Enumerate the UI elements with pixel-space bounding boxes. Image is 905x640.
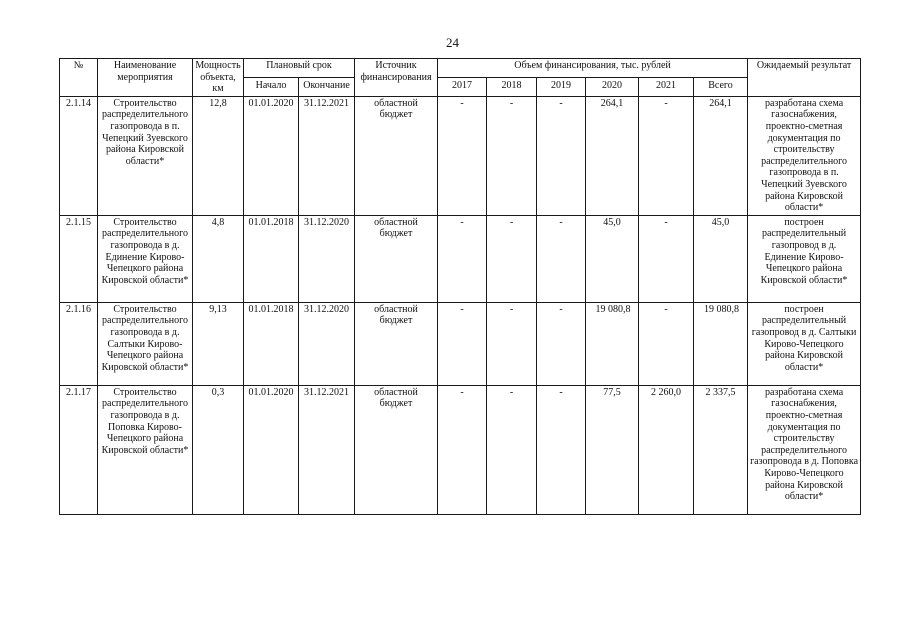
row-2021: - — [639, 302, 694, 385]
table-row — [60, 96, 861, 215]
row-total: 45,0 — [694, 215, 748, 302]
row-end: 31.12.2020 — [299, 215, 355, 302]
row-2017: - — [438, 302, 487, 385]
header-plan-term: Плановый срок — [244, 59, 355, 78]
row-2019: - — [537, 385, 586, 514]
header-end: Окончание — [299, 78, 355, 96]
row-name: Строительство распределительного газопровода в д. Поповка Кирово-Чепецкого района Кировской области* — [98, 385, 193, 514]
header-2019: 2019 — [537, 78, 586, 96]
row-end: 31.12.2020 — [299, 302, 355, 385]
row-end: 31.12.2021 — [299, 385, 355, 514]
row-capacity: 0,3 — [193, 385, 244, 514]
row-end: 31.12.2021 — [299, 96, 355, 215]
table-row — [60, 215, 861, 302]
row-result: построен распределительный газопровод в д. Единение Кирово-Чепецкого района Кировской области* — [748, 215, 861, 302]
header-name: Наименование мероприятия — [98, 59, 193, 97]
header-start: Начало — [244, 78, 299, 96]
row-result: разработана схема газоснабжения, проектно-сметная документация по строительству распределительного газопровода в п. Чепецкий Зуевского района Кировской области* — [748, 96, 861, 215]
header-2017: 2017 — [438, 78, 487, 96]
row-start: 01.01.2020 — [244, 385, 299, 514]
row-name: Строительство распределительного газопровода в д. Салтыки Кирово-Чепецкого района Кировской области* — [98, 302, 193, 385]
row-source: областной бюджет — [355, 302, 438, 385]
row-number: 2.1.14 — [60, 96, 98, 215]
row-total: 264,1 — [694, 96, 748, 215]
row-2020: 45,0 — [586, 215, 639, 302]
row-total: 2 337,5 — [694, 385, 748, 514]
header-source: Источник финансирования — [355, 59, 438, 97]
row-2018: - — [487, 302, 537, 385]
row-start: 01.01.2018 — [244, 215, 299, 302]
row-source: областной бюджет — [355, 385, 438, 514]
header-2021: 2021 — [639, 78, 694, 96]
page-number: 24 — [446, 35, 459, 50]
row-number: 2.1.17 — [60, 385, 98, 514]
row-number: 2.1.15 — [60, 215, 98, 302]
row-2020: 77,5 — [586, 385, 639, 514]
row-2018: - — [487, 96, 537, 215]
row-2021: 2 260,0 — [639, 385, 694, 514]
header-financing: Объем финансирования, тыс. рублей — [438, 59, 748, 78]
header-total: Всего — [694, 78, 748, 96]
header-2020: 2020 — [586, 78, 639, 96]
row-result: построен распределительный газопровод в д. Салтыки Кирово-Чепецкого района Кировской области* — [748, 302, 861, 385]
row-capacity: 4,8 — [193, 215, 244, 302]
row-2021: - — [639, 215, 694, 302]
header-number: № — [60, 59, 98, 97]
table-row — [60, 302, 861, 385]
header-result: Ожидаемый результат — [748, 59, 861, 97]
row-2017: - — [438, 96, 487, 215]
row-2017: - — [438, 385, 487, 514]
row-start: 01.01.2018 — [244, 302, 299, 385]
row-2019: - — [537, 302, 586, 385]
financing-table — [59, 58, 861, 515]
row-capacity: 9,13 — [193, 302, 244, 385]
row-2021: - — [639, 96, 694, 215]
header-capacity: Мощность объекта, км — [193, 59, 244, 97]
row-capacity: 12,8 — [193, 96, 244, 215]
header-2018: 2018 — [487, 78, 537, 96]
row-source: областной бюджет — [355, 96, 438, 215]
row-start: 01.01.2020 — [244, 96, 299, 215]
row-2020: 19 080,8 — [586, 302, 639, 385]
table-row — [60, 385, 861, 514]
row-name: Строительство распределительного газопровода в п. Чепецкий Зуевского района Кировской области* — [98, 96, 193, 215]
row-number: 2.1.16 — [60, 302, 98, 385]
row-source: областной бюджет — [355, 215, 438, 302]
row-2018: - — [487, 385, 537, 514]
row-total: 19 080,8 — [694, 302, 748, 385]
header-row — [60, 59, 861, 78]
row-2019: - — [537, 215, 586, 302]
row-2020: 264,1 — [586, 96, 639, 215]
row-name: Строительство распределительного газопровода в д. Единение Кирово-Чепецкого района Кировской области* — [98, 215, 193, 302]
row-result: разработана схема газоснабжения, проектно-сметная документация по строительству распределительного газопровода в д. Поповка Кирово-Чепецкого района Кировской области* — [748, 385, 861, 514]
row-2017: - — [438, 215, 487, 302]
row-2019: - — [537, 96, 586, 215]
row-2018: - — [487, 215, 537, 302]
